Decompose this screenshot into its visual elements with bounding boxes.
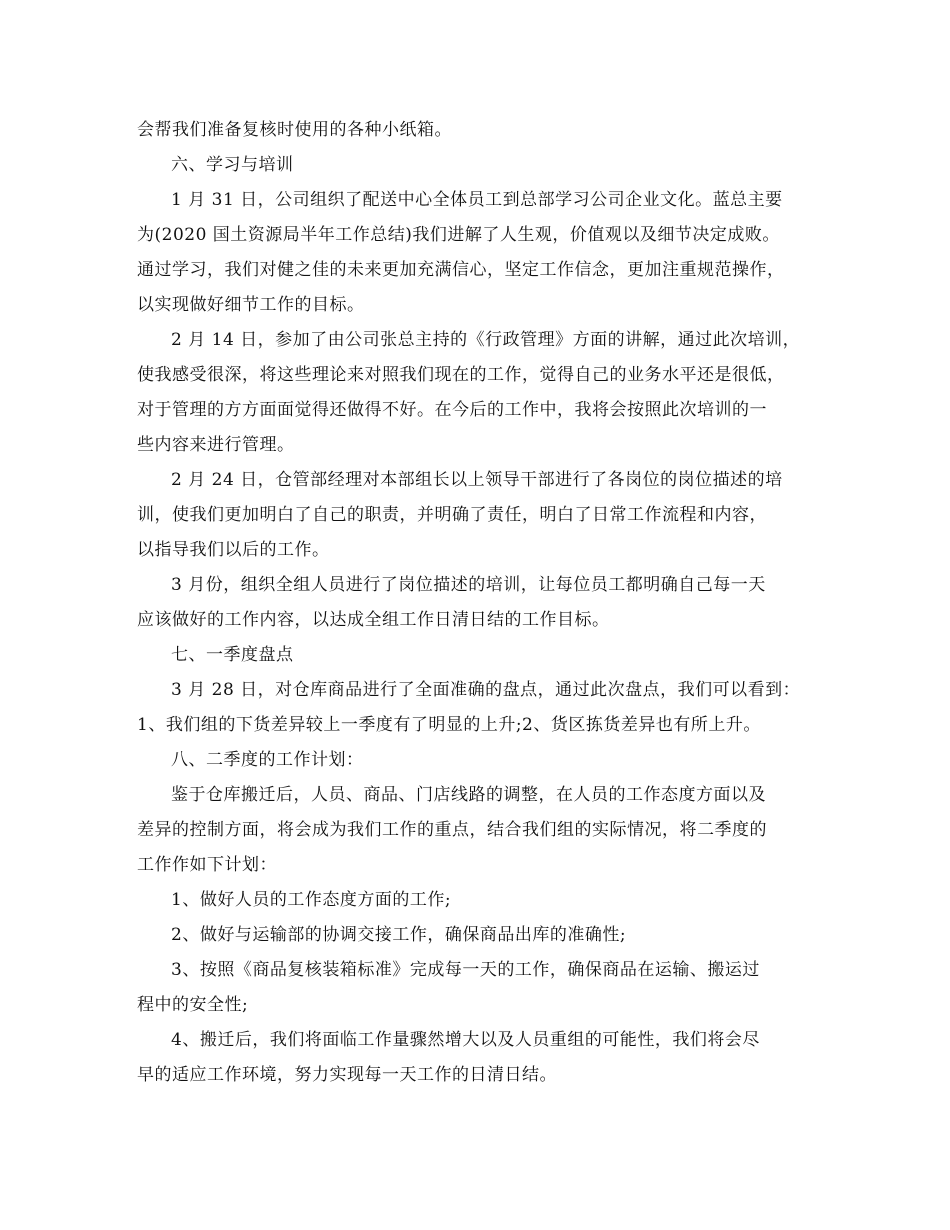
text-line: 1 月 31 日，公司组织了配送中心全体员工到总部学习公司企业文化。蓝总主要	[171, 190, 783, 210]
text-line: 为(2020 国土资源局半年工作总结)我们进解了人生观，价值观以及细节决定成败。	[137, 225, 780, 245]
text-line: 六、学习与培训	[171, 155, 294, 175]
document-body	[137, 113, 821, 1093]
text-line: 对于管理的方方面面觉得还做得不好。在今后的工作中，我将会按照此次培训的一	[137, 400, 767, 420]
text-line: 2 月 24 日，仓管部经理对本部组长以上领导干部进行了各岗位的岗位描述的培	[171, 470, 783, 490]
text-line: 2、做好与运输部的协调交接工作，确保商品出库的准确性;	[171, 925, 627, 945]
text-line: 以指导我们以后的工作。	[137, 540, 330, 560]
text-line: 会帮我们准备复核时使用的各种小纸箱。	[137, 120, 452, 140]
text-line: 应该做好的工作内容，以达成全组工作日清日结的工作目标。	[137, 610, 610, 630]
text-line: 程中的安全性;	[137, 995, 249, 1015]
text-line: 3 月 28 日，对仓库商品进行了全面准确的盘点，通过此次盘点，我们可以看到：	[171, 680, 801, 700]
text-line: 3、按照《商品复核装箱标准》完成每一天的工作，确保商品在运输、搬运过	[171, 960, 760, 980]
text-line: 鉴于仓库搬迁后，人员、商品、门店线路的调整，在人员的工作态度方面以及	[171, 785, 766, 805]
text-line: 差异的控制方面，将会成为我们工作的重点，结合我们组的实际情况，将二季度的	[137, 820, 767, 840]
text-line: 以实现做好细节工作的目标。	[137, 295, 365, 315]
text-line: 3 月份，组织全组人员进行了岗位描述的培训，让每位员工都明确自己每一天	[171, 575, 766, 595]
text-line: 4、搬迁后，我们将面临工作量骤然增大以及人员重组的可能性，我们将会尽	[171, 1030, 760, 1050]
text-line: 2 月 14 日，参加了由公司张总主持的《行政管理》方面的讲解，通过此次培训，	[171, 330, 801, 350]
text-line: 1、我们组的下货差异较上一季度有了明显的上升;2、货区拣货差异也有所上升。	[137, 715, 761, 735]
text-line: 八、二季度的工作计划：	[171, 750, 364, 770]
text-line: 通过学习，我们对健之佳的未来更加充满信心，坚定工作信念，更加注重规范操作，	[137, 260, 785, 280]
text-line: 七、一季度盘点	[171, 645, 294, 665]
text-line: 早的适应工作环境，努力实现每一天工作的日清日结。	[137, 1065, 557, 1085]
text-line: 工作作如下计划：	[137, 855, 277, 875]
text-line: 训，使我们更加明白了自己的职责，并明确了责任，明白了日常工作流程和内容，	[137, 505, 767, 525]
text-line: 1、做好人员的工作态度方面的工作;	[171, 890, 452, 910]
text-line: 使我感受很深，将这些理论来对照我们现在的工作，觉得自己的业务水平还是很低，	[137, 365, 785, 385]
text-line: 些内容来进行管理。	[137, 435, 295, 455]
